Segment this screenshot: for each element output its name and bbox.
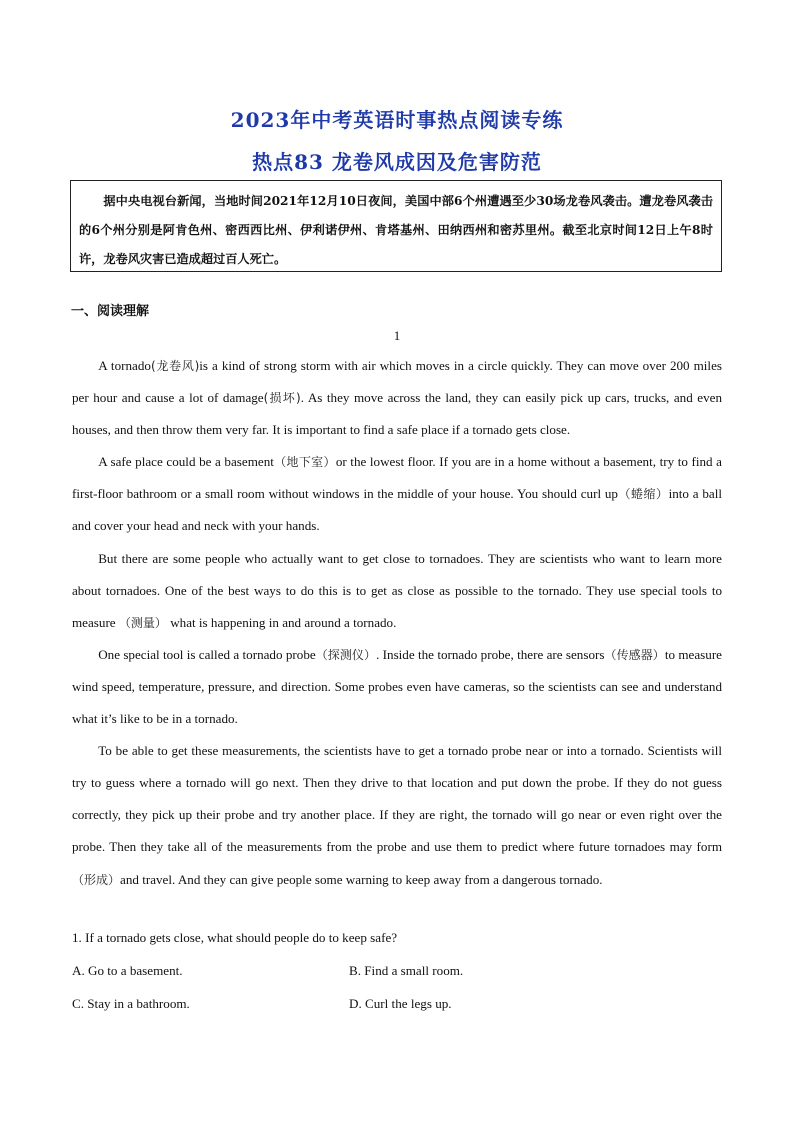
paragraph-3-text-a: But there are some people who actually want to get close to tornadoes. They are scientists who want to learn more about tornadoes. One of the best ways to do this is to get as close as possible to the tornado. They use special tools to measure — [72, 550, 722, 630]
question-1-stem: 1. If a tornado gets close, what should people do to keep safe? — [72, 930, 398, 945]
paragraph-1-text-a: A tornado — [98, 358, 151, 373]
paragraph-3-gloss-measure: （测量） — [118, 615, 167, 630]
document-subtitle: 热点83 龙卷风成因及危害防范 — [252, 150, 542, 174]
paragraph-5-gloss-form: （形成） — [72, 872, 121, 887]
passage-number: 1 — [393, 328, 401, 343]
paragraph-4-text-a: One special tool is called a tornado probe — [98, 646, 316, 662]
paragraph-2-gloss-curl-up: （蜷缩） — [617, 487, 669, 502]
paragraph-4-text-c: to measure wind speed, temperature, pressure, and direction. Some probes even have cameras, so the scientists can see and understand what it’s like to be in a tornado. — [72, 646, 722, 727]
paragraph-2-text-a: A safe place could be a basement — [98, 454, 274, 470]
paragraph-5 — [72, 735, 722, 895]
paragraph-3 — [72, 543, 722, 639]
paragraph-1-text-b: is a kind of strong storm with air which moves in a circle quickly. They can move over 200 miles per hour and cause a lot of damage — [72, 358, 722, 406]
question-1-option-a: A. Go to a basement. — [72, 963, 183, 978]
paragraph-1-gloss-tornado: (龙卷风) — [150, 359, 200, 373]
question-1-option-c: C. Stay in a bathroom. — [72, 996, 190, 1011]
reading-passage — [72, 350, 722, 896]
news-summary-box: 据中央电视台新闻，当地时间2021年12月10日夜间，美国中部6个州遭遇至少30场龙卷风袭击。遭龙卷风袭击的6个州分别是阿肯色州、密西西比州、伊利诺伊州、肯塔基州、田纳西州和密苏里州。截至北京时间12日上午8时许，龙卷风灾害已造成超过百人死亡。 — [70, 180, 722, 272]
question-1-option-b: B. Find a small room. — [349, 963, 464, 978]
question-1-option-d: D. Curl the legs up. — [349, 996, 452, 1011]
paragraph-2-text-b: or the lowest floor. If you are in a home without a basement, try to find a first-floor bathroom or a small room without windows in the middle of your house. You should curl up — [72, 454, 722, 502]
paragraph-2 — [72, 446, 722, 542]
document-title: 2023年中考英语时事热点阅读专练 — [230, 108, 564, 132]
paragraph-4-text-b: . Inside the tornado probe, there are sensors — [376, 646, 605, 662]
paragraph-2-text-c: into a ball and cover your head and neck with your hands. — [72, 486, 722, 534]
paragraph-4-gloss-probe: （探测仪） — [315, 647, 377, 662]
paragraph-1-text-c: . As they move across the land, they can easily pick up cars, trucks, and even houses, and then throw them very far. It is important to find a safe place if a tornado gets close. — [72, 390, 723, 438]
section-heading: 一、阅读理解 — [71, 304, 150, 319]
paragraph-4 — [72, 639, 722, 735]
paragraph-4-gloss-sensors: （传感器） — [604, 647, 665, 662]
paragraph-1 — [72, 350, 722, 446]
paragraph-1-gloss-damage: (损坏) — [263, 391, 301, 406]
paragraph-5-text-a: To be able to get these measurements, the scientists have to get a tornado probe near or into a tornado. Scientists will try to guess where a tornado will go next. Then they drive to that location and put down the probe. If they do not guess correctly, they pick up their probe and try another place. If they are right, the tornado will go near or even right over the probe. Then they take all of the measurements from the probe and use them to predict where future tornadoes may form — [72, 743, 722, 855]
paragraph-3-text-b: what is happening in and around a tornado. — [166, 614, 397, 630]
paragraph-5-text-b: and travel. And they can give people some warning to keep away from a dangerous tornado. — [120, 871, 603, 887]
paragraph-2-gloss-basement: （地下室） — [273, 455, 336, 470]
